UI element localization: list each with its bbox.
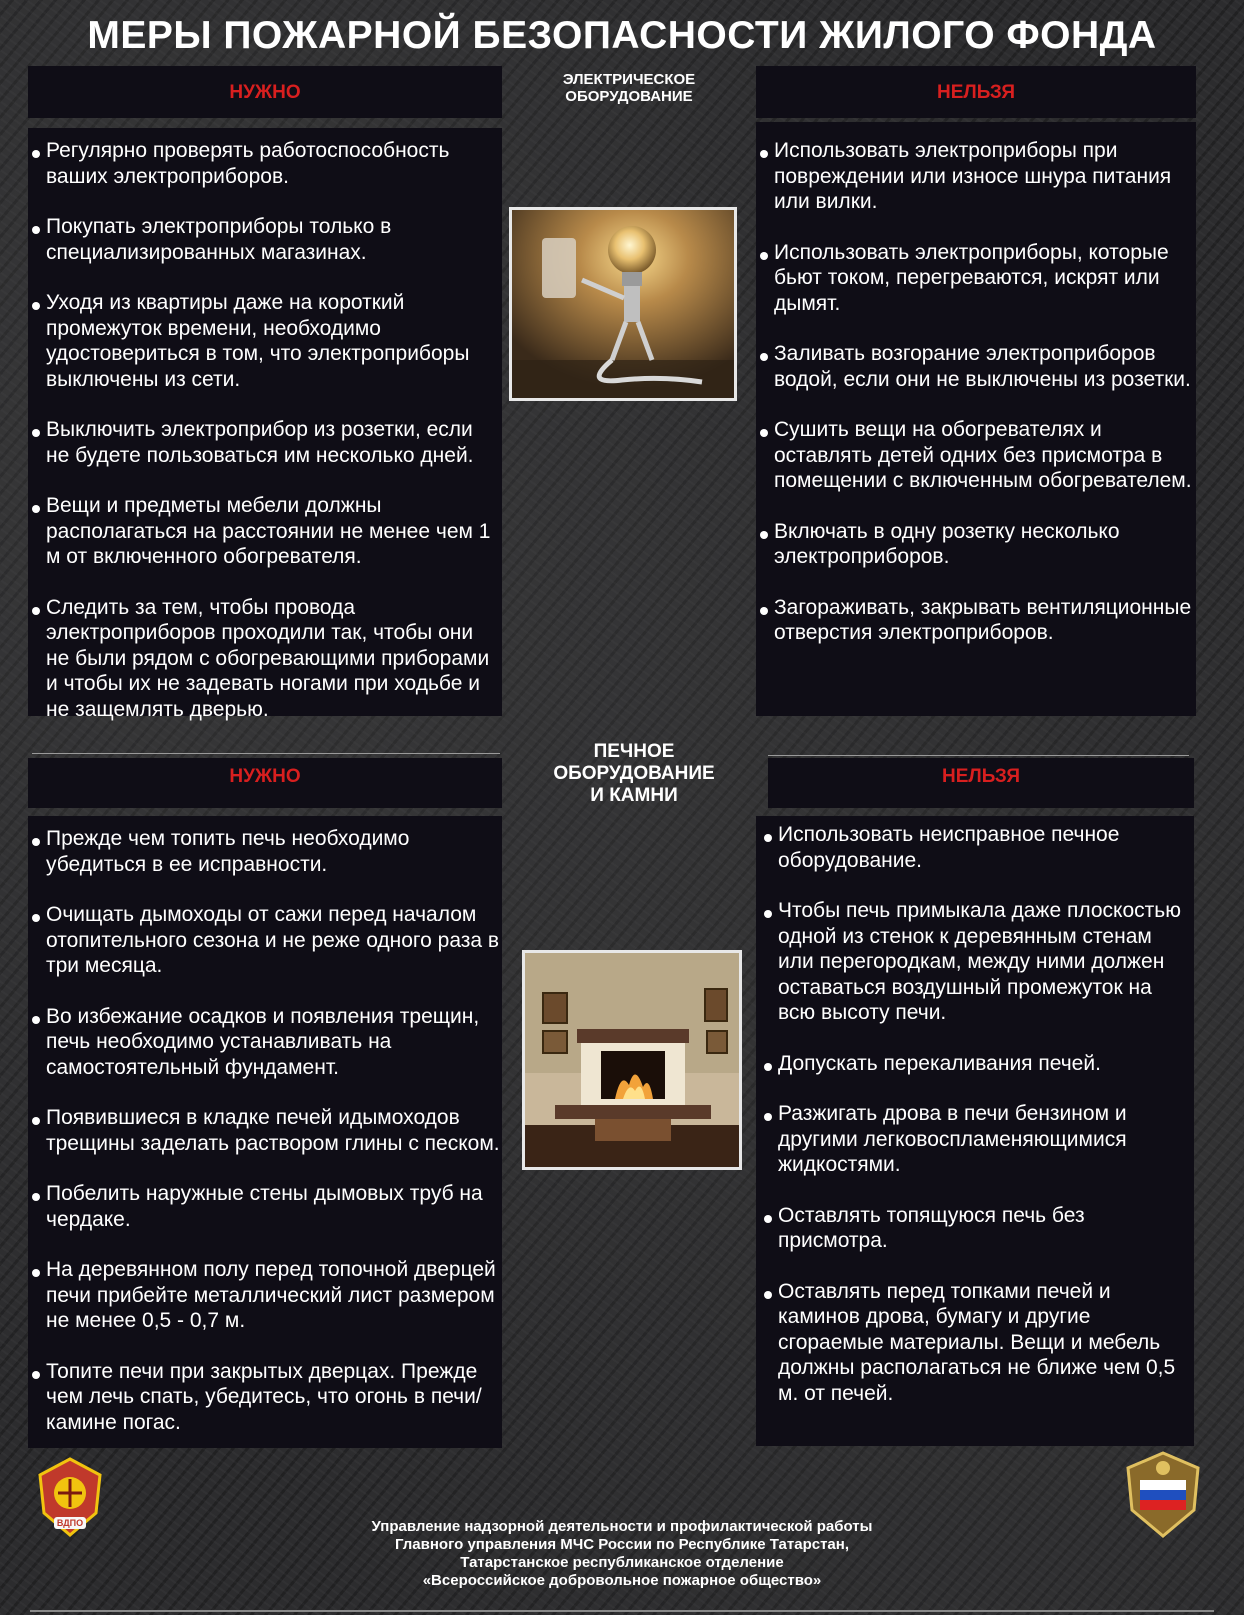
- list-item: Загораживать, закрывать вентиляционные отверстия электроприборов.: [760, 595, 1194, 646]
- vdpo-emblem-label: ВДПО: [56, 1518, 84, 1528]
- bottom-divider: [30, 1610, 1214, 1612]
- section2-right-divider: [768, 755, 1189, 756]
- lightbulb-photo: [509, 207, 737, 401]
- section2-topic-line2: ОБОРУДОВАНИЕ: [553, 762, 715, 784]
- list-item: Чтобы печь примыкала даже плоскостью одной из стенок к деревянным стенам или перегородкам, между ними должен оставаться воздушный промежуток на всю высоту печи.: [764, 898, 1192, 1026]
- list-item: На деревянном полу перед топочной дверцей печи прибейте металлический лист размером не менее 0,5 - 0,7 м.: [32, 1257, 500, 1334]
- fireplace-photo: [522, 950, 742, 1170]
- section2-do-label: НУЖНО: [229, 766, 301, 787]
- section2-dont-panel: [756, 816, 1194, 1446]
- section1-dont-panel: [756, 122, 1196, 716]
- footer-line: Главного управления МЧС России по Республике Татарстан,: [395, 1536, 849, 1553]
- section2-left-divider: [32, 753, 500, 754]
- section1-dont-label: НЕЛЬЗЯ: [937, 82, 1015, 103]
- vdpo-emblem: [30, 1455, 110, 1540]
- list-item: Сушить вещи на обогревателях и оставлять детей одних без присмотра в помещении с включенным обогревателем.: [760, 417, 1194, 494]
- list-item: Использовать электроприборы при повреждении или износе шнура питания или вилки.: [760, 138, 1194, 215]
- fireplace-icon: [525, 953, 739, 1167]
- section1-topic: [505, 71, 753, 106]
- list-item: Вещи и предметы мебели должны располагаться на расстоянии не менее чем 1 м от включенного обогревателя.: [32, 493, 498, 570]
- lightbulb-robot-icon: [512, 210, 734, 398]
- list-item: Оставлять перед топками печей и каминов дрова, бумагу и другие сгораемые материалы. Вещи и мебель должны располагаться не ближе чем 0,5 м. от печей.: [764, 1279, 1192, 1407]
- section2-topic-line1: ПЕЧНОЕ: [593, 741, 675, 762]
- section1-do-header: [28, 66, 502, 118]
- list-item: Использовать электроприборы, которые бьют током, перегреваются, искрят или дымят.: [760, 240, 1194, 317]
- list-item: Выключить электроприбор из розетки, если не будете пользоваться им несколько дней.: [32, 417, 498, 468]
- section2-do-list: [32, 826, 500, 1435]
- section2-dont-header: [768, 758, 1194, 808]
- footer-line: «Всероссийское добровольное пожарное общество»: [422, 1572, 822, 1589]
- list-item: Разжигать дрова в печи бензином и другими легковоспламеняющимися жидкостями.: [764, 1101, 1192, 1178]
- mchs-emblem: [1124, 1450, 1202, 1540]
- list-item: Уходя из квартиры даже на короткий промежуток времени, необходимо удостовериться в том, что электроприборы выключены из сети.: [32, 290, 498, 392]
- section1-do-label: НУЖНО: [229, 82, 301, 103]
- footer-line: Управление надзорной деятельности и профилактической работы: [371, 1518, 873, 1535]
- list-item: Покупать электроприборы только в специализированных магазинах.: [32, 214, 498, 265]
- list-item: Оставлять топящуюся печь без присмотра.: [764, 1203, 1192, 1254]
- section2-dont-list: [764, 822, 1192, 1406]
- section1-do-list: [32, 138, 498, 722]
- section2-topic: [505, 741, 763, 807]
- section1-do-panel: [28, 128, 502, 721]
- list-item: Использовать неисправное печное оборудование.: [764, 822, 1192, 873]
- mchs-emblem-icon: [1124, 1450, 1202, 1540]
- list-item: Появившиеся в кладке печей идымоходов трещины заделать раствором глины с песком.: [32, 1105, 500, 1156]
- section2-topic-line3: И КАМНИ: [590, 784, 678, 806]
- section1-topic-line1: ЭЛЕКТРИЧЕСКОЕ: [562, 71, 696, 88]
- list-item: Во избежание осадков и появления трещин, печь необходимо устанавливать на самостоятельный фундамент.: [32, 1004, 500, 1081]
- list-item: Топите печи при закрытых дверцах. Прежде чем лечь спать, убедитесь, что огонь в печи/камине погас.: [32, 1359, 500, 1436]
- page-title: МЕРЫ ПОЖАРНОЙ БЕЗОПАСНОСТИ ЖИЛОГО ФОНДА: [87, 14, 1157, 57]
- section1-topic-line2: ОБОРУДОВАНИЕ: [565, 88, 693, 106]
- section2-do-header: [28, 758, 502, 808]
- list-item: Регулярно проверять работоспособность ваших электроприборов.: [32, 138, 498, 189]
- list-item: Очищать дымоходы от сажи перед началом отопительного сезона и не реже одного раза в три месяца.: [32, 902, 500, 979]
- list-item: Допускать перекаливания печей.: [764, 1051, 1192, 1077]
- section1-dont-list: [760, 138, 1194, 646]
- list-item: Следить за тем, чтобы провода электроприборов проходили так, чтобы они не были рядом с обогревающими приборами и чтобы их не задевать ногами при ходьбе и не защемлять дверью.: [32, 595, 498, 723]
- list-item: Прежде чем топить печь необходимо убедиться в ее исправности.: [32, 826, 500, 877]
- section2-dont-label: НЕЛЬЗЯ: [942, 766, 1020, 787]
- section2-do-panel: [28, 816, 502, 1448]
- vdpo-emblem-icon: [30, 1455, 110, 1540]
- footer-organization: [300, 1518, 944, 1590]
- list-item: Побелить наружные стены дымовых труб на чердаке.: [32, 1181, 500, 1232]
- footer-line: Татарстанское республиканское отделение: [460, 1554, 784, 1571]
- list-item: Заливать возгорание электроприборов водой, если они не выключены из розетки.: [760, 341, 1194, 392]
- list-item: Включать в одну розетку несколько электроприборов.: [760, 519, 1194, 570]
- section1-dont-header: [756, 66, 1196, 118]
